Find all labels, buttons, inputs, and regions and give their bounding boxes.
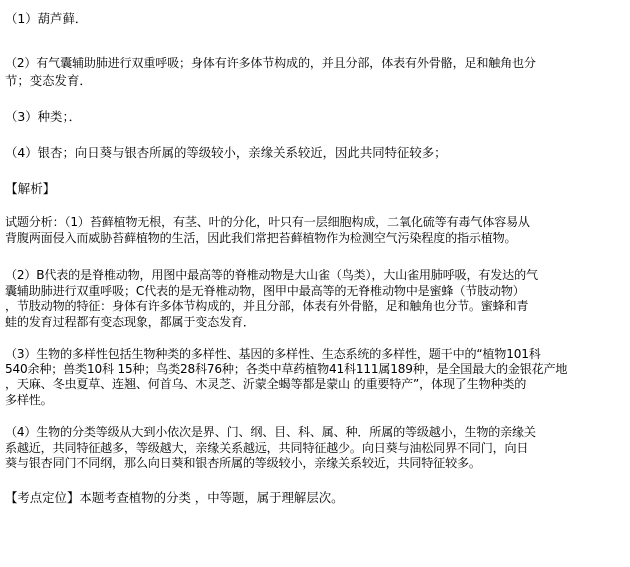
analysis-paragraph-4-line-3: 葵与银杏同门不同纲，那么向日葵和银杏所属的等级较小，亲缘关系较近，共同特征较多。 [5,456,481,470]
analysis-paragraph-1-line-1: 试题分析：（1）苔藓植物无根，有茎、叶的分化，叶只有一层细胞构成，二氧化硫等有毒气体容易从 [5,215,530,229]
analysis-paragraph-2-line-3: ，节肢动物的特征：身体有许多体节构成的，并且分部，体表有外骨骼，足和触角也分节。蜜蜂和青 [5,299,529,313]
analysis-paragraph-2-line-2: 囊辅助肺进行双重呼吸；C代表的是无脊椎动物，图甲中最高等的无脊椎动物中是蜜蜂（节肢动物） [5,284,525,298]
answer-3: （3）种类；． [5,109,82,124]
exam-point-note: 【考点定位】本题考查植物的分类 ，中等题，属于理解层次。 [5,490,344,505]
answer-2-line-2: 节；变态发育． [5,73,92,88]
analysis-paragraph-4-line-2: 系越近，共同特征越多，等级越大，亲缘关系越远，共同特征越少。向日葵与油松同界不同门，向日 [5,441,529,455]
analysis-paragraph-3-line-4: 多样性。 [5,393,53,407]
answer-1: （1）葫芦藓． [5,11,88,26]
analysis-paragraph-3-line-2: 540余种；兽类10科 15种；鸟类28科76种；各类中草药植物41科111属189种，是全国最大的金银花产地 [5,362,568,376]
answer-4: （4）银杏；向日葵与银杏所属的等级较小，亲缘关系较近，因此共同特征较多； [5,145,447,160]
analysis-paragraph-3-line-1: （3）生物的多样性包括生物种类的多样性、基因的多样性、生态系统的多样性，题干中的“植物101科 [5,347,541,361]
analysis-paragraph-4-line-1: （4）生物的分类等级从大到小依次是界、门、纲、目、科、属、种．所属的等级越小，生物的亲缘关 [5,425,536,439]
analysis-heading: 【解析】 [5,181,56,196]
analysis-paragraph-2-line-4: 蛙的发育过程都有变态现象，都属于变态发育． [5,315,255,329]
analysis-paragraph-2-line-1: （2）B代表的是脊椎动物，用图中最高等的脊椎动物是大山雀（鸟类），大山雀用肺呼吸，有发达的气 [5,268,538,282]
analysis-paragraph-1-line-2: 背腹两面侵入而威胁苔藓植物的生活，因此我们常把苔藓植物作为检测空气污染程度的指示植物。 [5,231,517,245]
analysis-paragraph-3-line-3: ，天麻、冬虫夏草、连翘、何首乌、木灵芝、沂蒙全蝎等都是蒙山 的重要特产”，体现了生物种类的 [5,377,527,391]
answer-2-line-1: （2）有气囊辅助肺进行双重呼吸；身体有许多体节构成的，并且分部，体表有外骨骼，足和触角也分 [5,56,536,70]
